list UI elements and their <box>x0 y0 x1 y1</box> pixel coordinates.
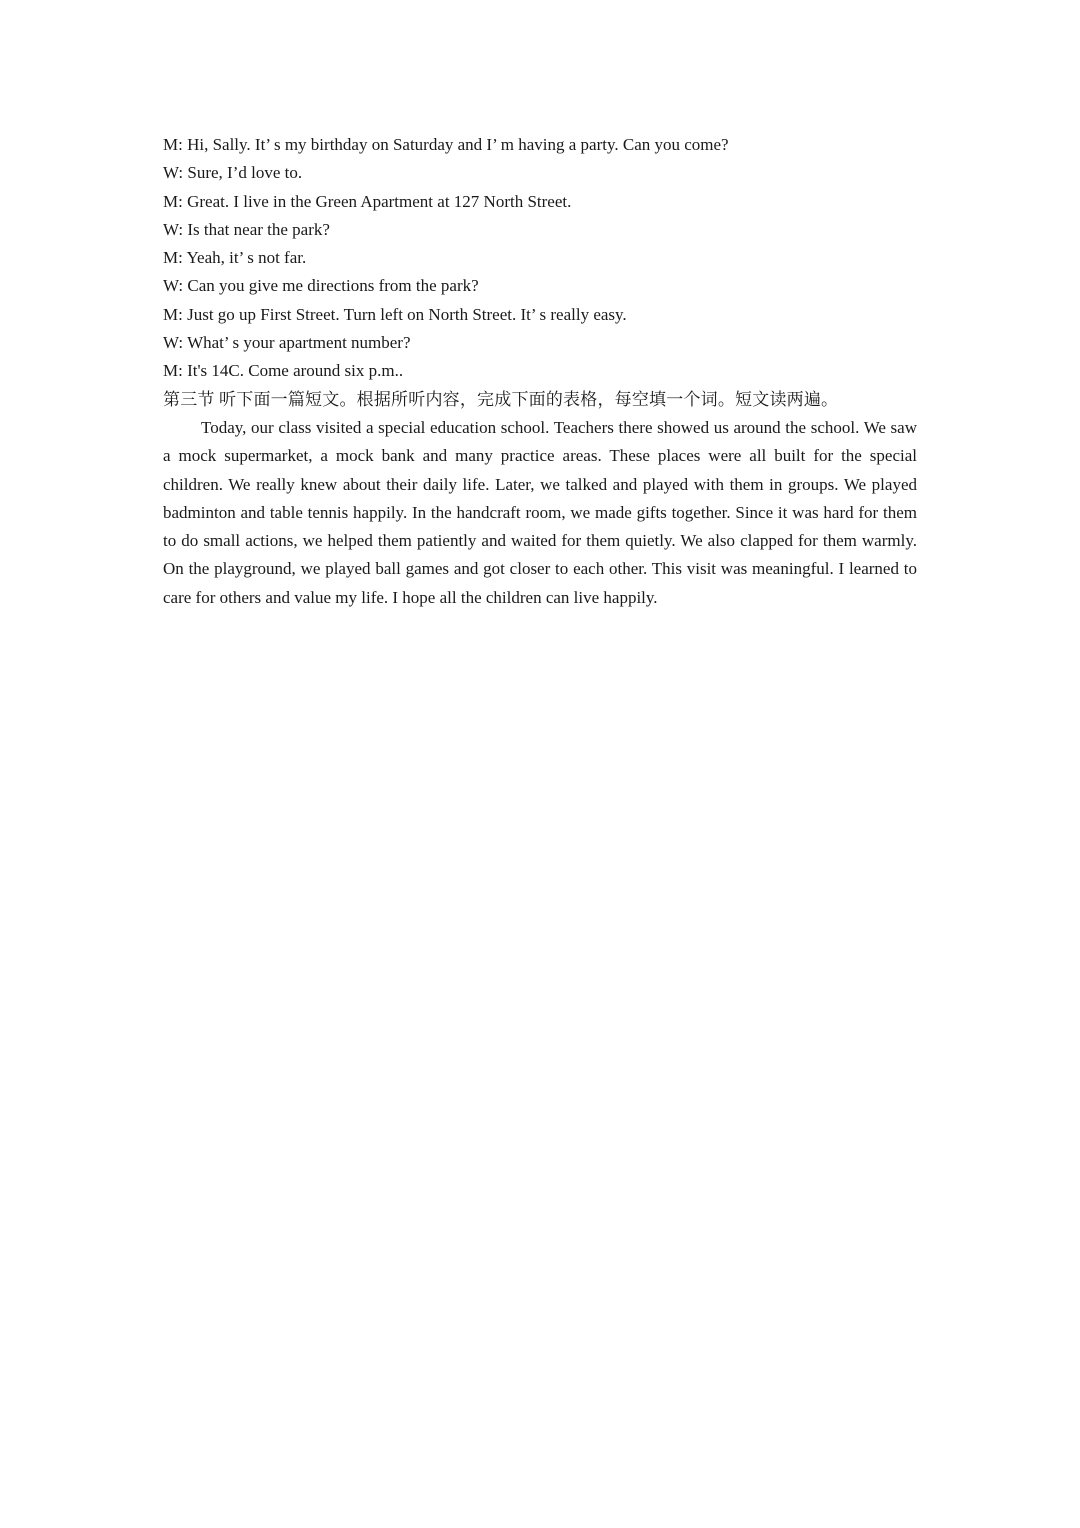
dialogue-line: W: Is that near the park? <box>163 219 330 239</box>
dialogue-line: W: What’ s your apartment number? <box>163 333 411 353</box>
dialogue-line: M: Yeah, it’ s not far. <box>163 248 307 268</box>
dialogue-line: M: Hi, Sally. It’ s my birthday on Saturday and I’ m having a party. Can you come? <box>163 135 729 154</box>
dialogue-line: M: Just go up First Street. Turn left on North Street. It’ s really easy. <box>163 304 627 324</box>
dialogue-line: W: Can you give me directions from the park? <box>163 276 479 296</box>
passage-text: Today, our class visited a special education school. Teachers there showed us around the school. We saw a mock supermarket, a mock bank and many practice areas. These places were all built for the special children. We really knew about their daily life. Later, we talked and played with them in groups. We played badminton and table tennis happily. In the handcraft room, we made gifts together. Since it was hard for them to do small actions, we helped them patiently and waited for them quietly. We also clapped for them warmly. On the playground, we played ball games and got closer to each other. This visit was meaningful. I learned to care for others and value my life. I hope all the children can live happily. <box>163 417 917 607</box>
section-heading: 第三节 听下面一篇短文。根据所听内容，完成下面的表格，每空填一个词。短文读两遍。 <box>163 389 839 409</box>
dialogue-transcript <box>163 131 917 386</box>
dialogue-line: M: Great. I live in the Green Apartment at 127 North Street. <box>163 191 572 211</box>
dialogue-line: W: Sure, I’d love to. <box>163 163 303 183</box>
document-page <box>163 131 917 612</box>
dialogue-line: M: It's 14C. Come around six p.m.. <box>163 361 404 381</box>
